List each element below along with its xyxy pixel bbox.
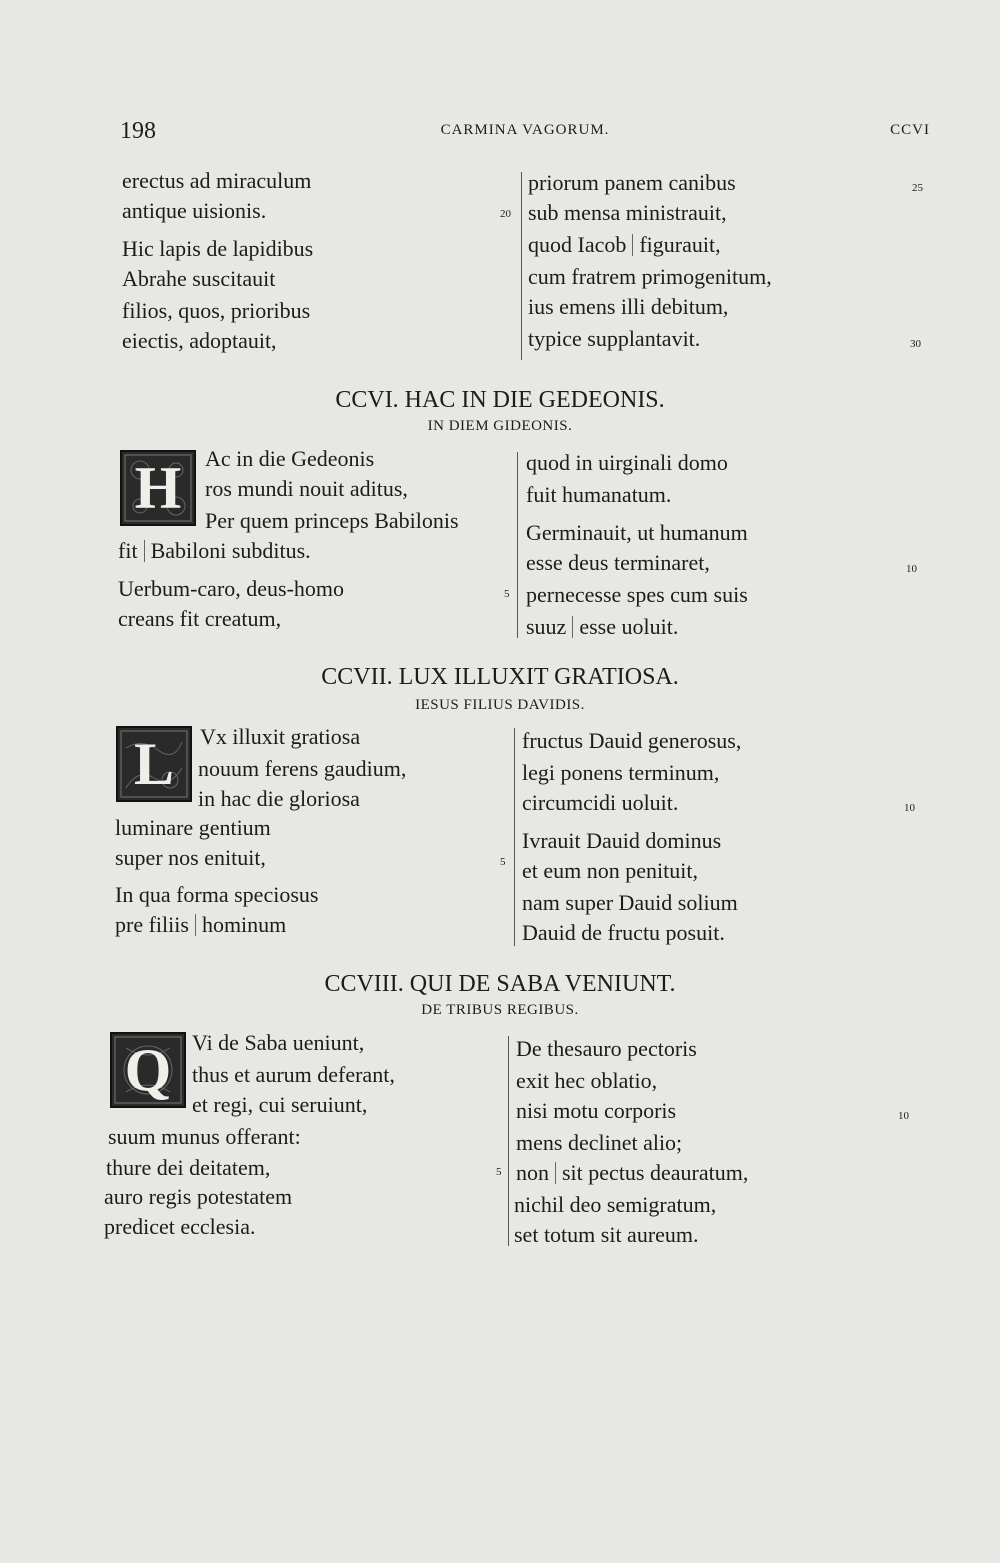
decorated-initial — [120, 450, 196, 526]
verse-fragment: non — [516, 1160, 549, 1185]
section-subtitle: IN DIEM GIDEONIS. — [427, 418, 573, 434]
decorated-initial — [116, 726, 192, 802]
line-number: 25 — [912, 182, 923, 194]
line-number: 10 — [898, 1110, 909, 1122]
column-divider — [521, 172, 522, 360]
verse-line: thus et aurum deferant, — [192, 1062, 395, 1087]
verse-line: creans fit creatum, — [118, 606, 282, 631]
verse-line: typice supplantavit. — [528, 326, 701, 351]
verse-fragment: figurauit, — [639, 232, 721, 257]
verse-line: fructus Dauid generosus, — [522, 728, 742, 753]
verse-line: Hic lapis de lapidibus — [122, 236, 314, 261]
verse-line: Uerbum-caro, deus-homo — [118, 576, 345, 601]
verse-line: Vi de Saba ueniunt, — [192, 1030, 365, 1055]
verse-line: legi ponens terminum, — [522, 760, 720, 785]
verse-line: In qua forma speciosus — [115, 882, 319, 907]
verse-fragment: quod Iacob — [528, 232, 627, 257]
verse-line: priorum panem canibus — [528, 170, 736, 195]
verse-line: auro regis potestatem — [104, 1184, 293, 1209]
verse-line: nam super Dauid solium — [522, 890, 738, 915]
verse-fragment: Babiloni subditus. — [150, 538, 311, 563]
section-subtitle: DE TRIBUS REGIBUS. — [421, 1002, 579, 1018]
caesura-mark — [572, 616, 573, 638]
verse-line: fuit humanatum. — [526, 482, 672, 507]
verse-line: nisi motu corporis — [516, 1098, 677, 1123]
verse-line: ros mundi nouit aditus, — [205, 476, 408, 501]
verse-line: super nos enituit, — [115, 845, 266, 870]
verse-line: Abrahe suscitauit — [122, 266, 276, 291]
verse-line: ius emens illi debitum, — [528, 294, 729, 319]
verse-line: set totum sit aureum. — [514, 1222, 699, 1247]
verse-line: thure dei deitatem, — [106, 1155, 271, 1180]
caesura-mark — [555, 1162, 556, 1184]
verse-line — [526, 614, 678, 640]
verse-line: nichil deo semigratum, — [514, 1192, 717, 1217]
running-title: CARMINA VAGORUM. — [440, 122, 610, 138]
line-number: 5 — [504, 588, 510, 600]
line-number: 10 — [906, 563, 917, 575]
verse-line: antique uisionis. — [122, 198, 267, 223]
verse-line — [118, 538, 311, 564]
line-number: 10 — [904, 802, 915, 814]
verse-line: esse deus terminaret, — [526, 550, 710, 575]
verse-line — [528, 232, 721, 258]
line-number: 30 — [910, 338, 921, 350]
verse-line: erectus ad miraculum — [122, 168, 312, 193]
verse-line: pernecesse spes cum suis — [526, 582, 748, 607]
caesura-mark — [195, 914, 196, 936]
line-number: 5 — [496, 1166, 502, 1178]
verse-line: eiectis, adoptauit, — [122, 328, 277, 353]
page-header — [120, 118, 930, 148]
verse-line: sub mensa ministrauit, — [528, 200, 727, 225]
running-section: CCVI — [890, 122, 930, 138]
caesura-mark — [144, 540, 145, 562]
verse-line: luminare gentium — [115, 815, 271, 840]
verse-line: exit hec oblatio, — [516, 1068, 658, 1093]
verse-line: circumcidi uoluit. — [522, 790, 679, 815]
line-number: 5 — [500, 856, 506, 868]
verse-fragment: sit pectus deauratum, — [562, 1160, 749, 1185]
line-number: 20 — [500, 208, 511, 220]
verse-line: quod in uirginali domo — [526, 450, 728, 475]
initial-letter: H — [134, 455, 182, 521]
initial-letter: Q — [124, 1037, 172, 1103]
verse-line: Germinauit, ut humanum — [526, 520, 748, 545]
verse-fragment: esse uoluit. — [579, 614, 679, 639]
verse-fragment: hominum — [201, 912, 287, 937]
page-number: 198 — [120, 118, 156, 144]
verse-line: Dauid de fructu posuit. — [522, 920, 725, 945]
initial-letter: L — [133, 731, 175, 797]
verse-line: in hac die gloriosa — [198, 786, 360, 811]
verse-line — [516, 1160, 748, 1186]
verse-line: suum munus offerant: — [108, 1124, 301, 1149]
verse-line: De thesauro pectoris — [516, 1036, 697, 1061]
section-title: CCVI. HAC IN DIE GEDEONIS. — [335, 387, 665, 413]
verse-line: nouum ferens gaudium, — [198, 756, 407, 781]
column-divider — [508, 1036, 509, 1246]
verse-line: predicet ecclesia. — [104, 1214, 256, 1239]
section-title: CCVII. LUX ILLUXIT GRATIOSA. — [321, 664, 679, 690]
verse-line — [115, 912, 286, 938]
verse-line: cum fratrem primogenitum, — [528, 264, 772, 289]
verse-line: Vx illuxit gratiosa — [200, 724, 361, 749]
verse-line: et eum non penituit, — [522, 858, 698, 883]
verse-line: Per quem princeps Babilonis — [205, 508, 459, 533]
verse-line: filios, quos, prioribus — [122, 298, 311, 323]
verse-line: et regi, cui seruiunt, — [192, 1092, 368, 1117]
section-subtitle: IESUS FILIUS DAVIDIS. — [415, 697, 585, 713]
column-divider — [517, 452, 518, 638]
verse-line: mens declinet alio; — [516, 1130, 683, 1155]
decorated-initial — [110, 1032, 186, 1108]
column-divider — [514, 728, 515, 946]
verse-line: Ivrauit Dauid dominus — [522, 828, 722, 853]
caesura-mark — [632, 234, 633, 256]
verse-fragment: suuz — [526, 614, 567, 639]
verse-fragment: pre filiis — [115, 912, 189, 937]
verse-line: Ac in die Gedeonis — [205, 446, 375, 471]
section-title: CCVIII. QUI DE SABA VENIUNT. — [324, 971, 676, 997]
verse-fragment: fit — [118, 538, 138, 563]
